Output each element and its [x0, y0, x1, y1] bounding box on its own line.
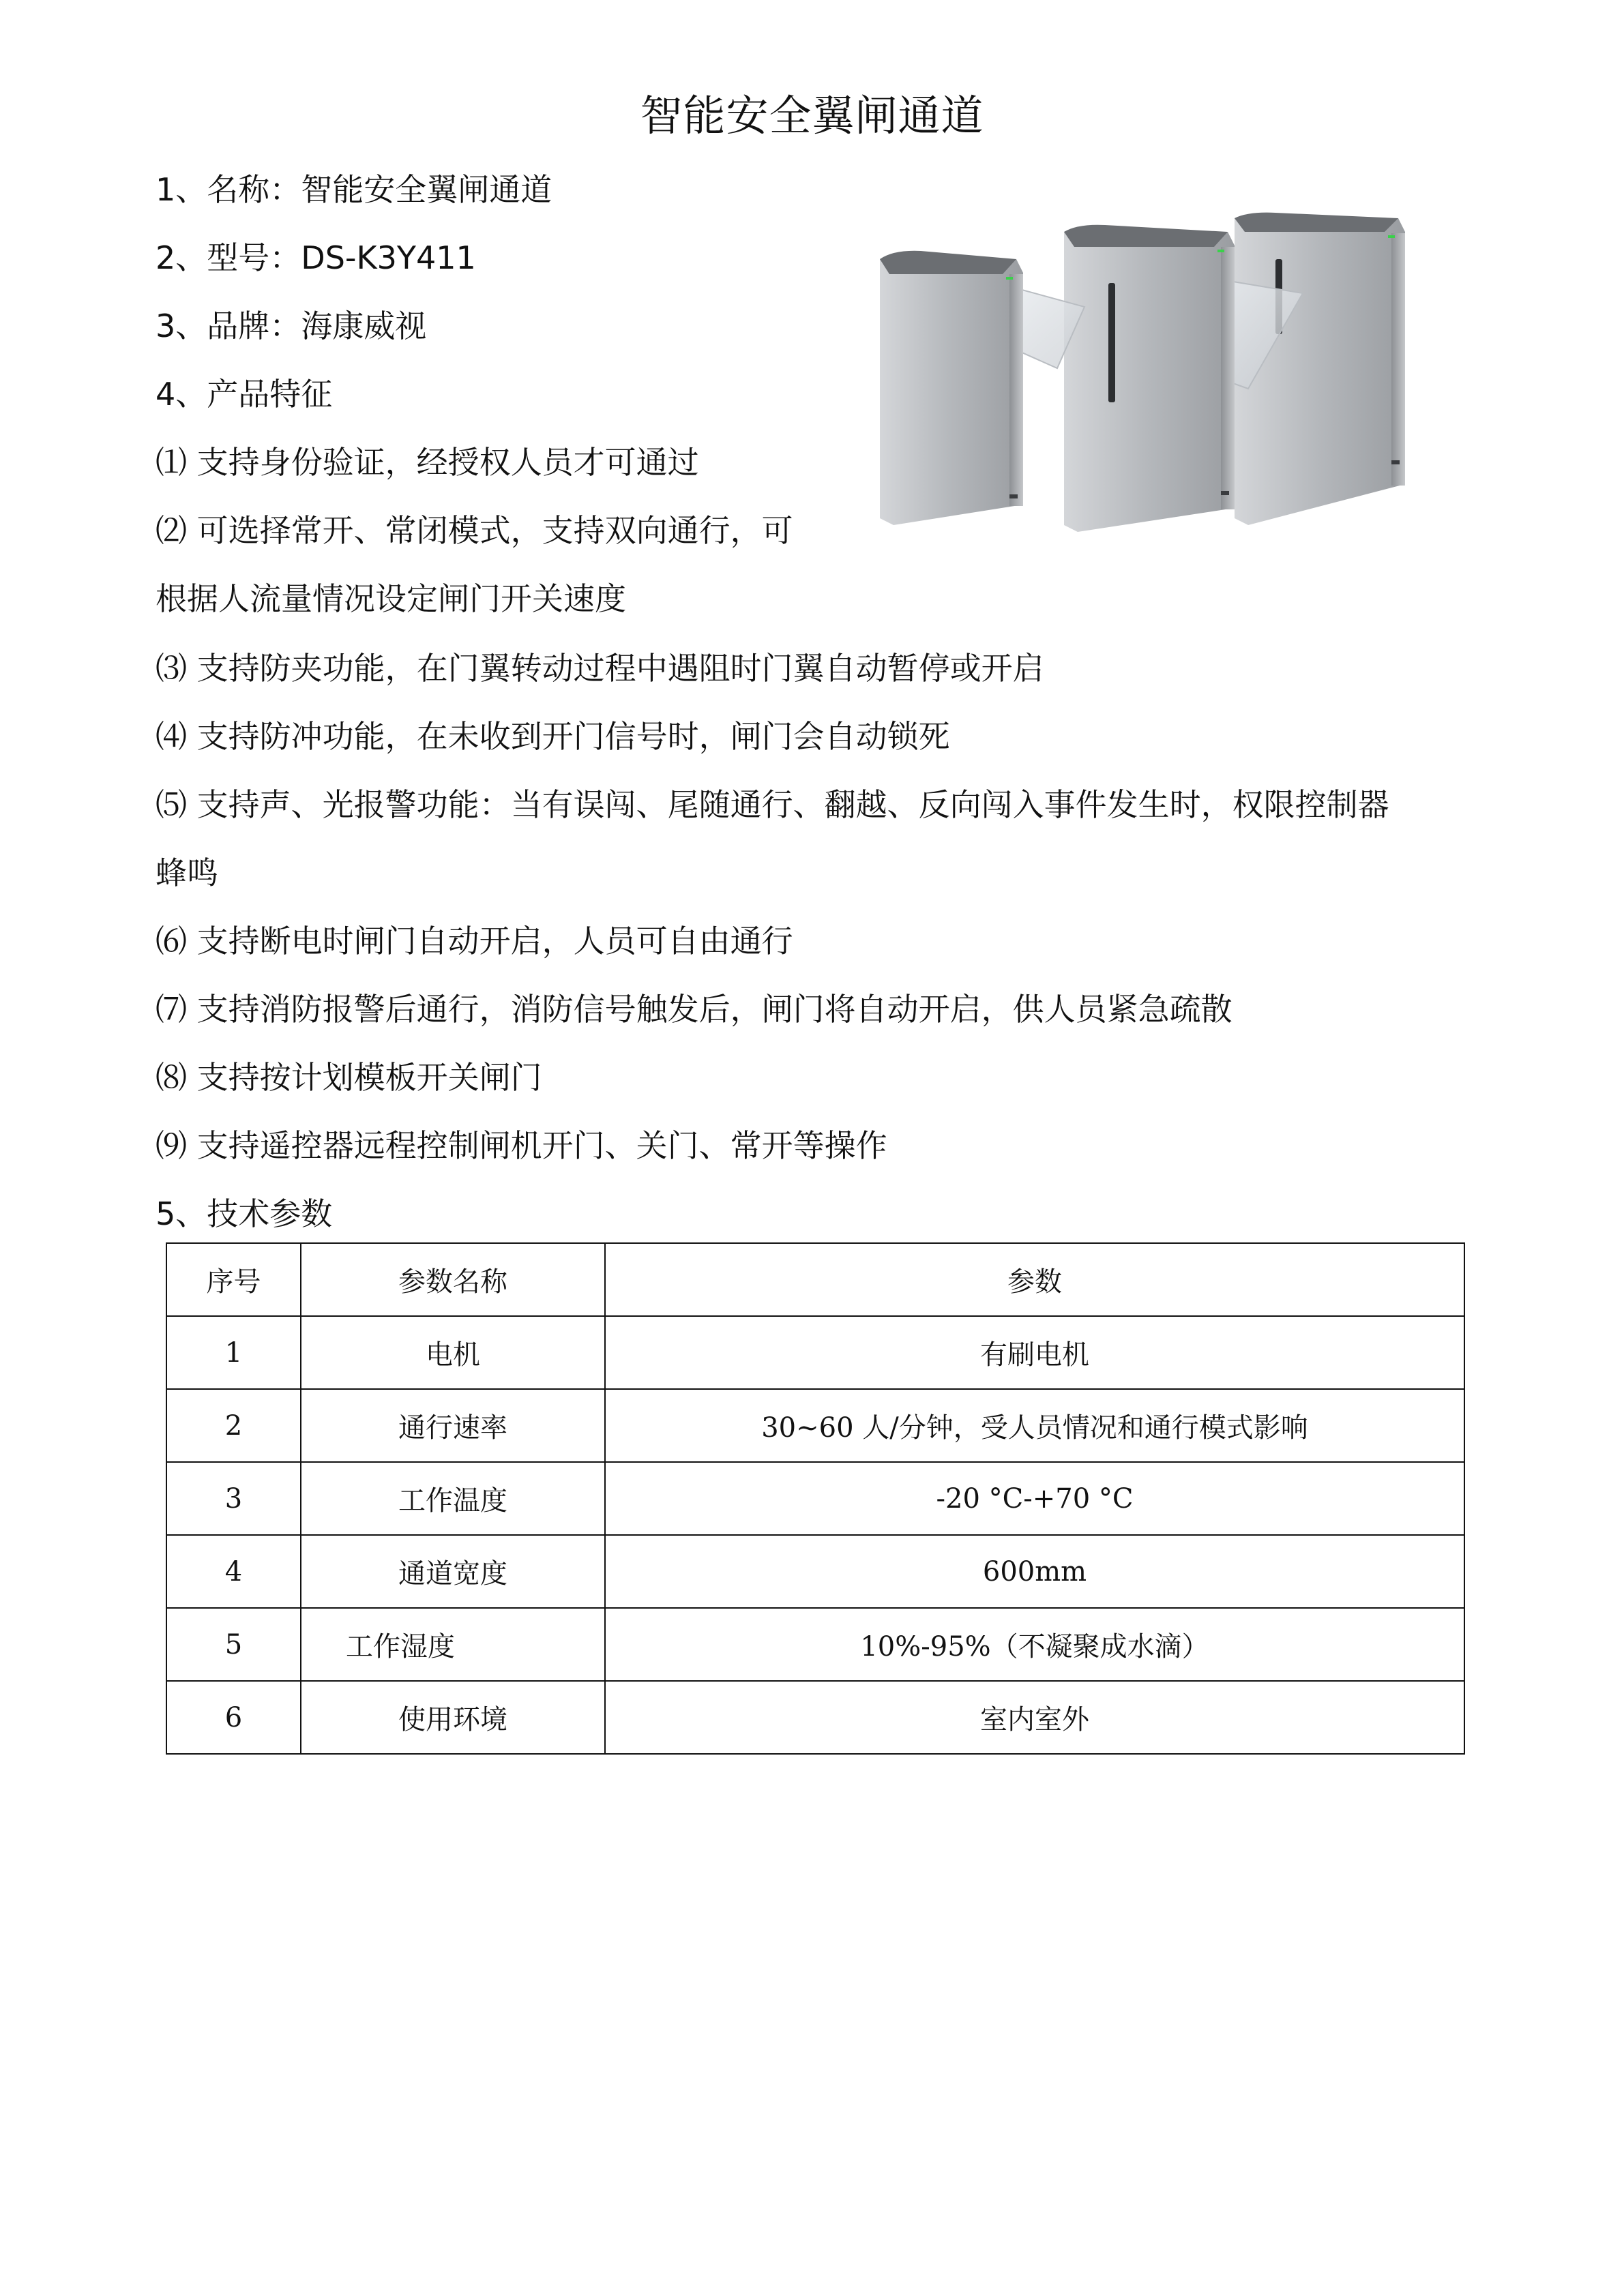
row-param-value: 600mm [605, 1535, 1464, 1608]
feature-8: ⑻ 支持按计划模板开关闸门 [156, 1059, 542, 1096]
feature-5: ⑸ 支持声、光报警功能：当有误闯、尾随通行、翻越、反向闯入事件发生时，权限控制器 [156, 786, 1389, 823]
feature-6: ⑹ 支持断电时闸门自动开启，人员可自由通行 [156, 923, 793, 959]
feature-2: ⑵ 可选择常开、常闭模式，支持双向通行，可 [156, 512, 793, 549]
spec-table [166, 1242, 1465, 1755]
feature-9: ⑼ 支持遥控器远程控制闸机开门、关门、常开等操作 [156, 1127, 887, 1164]
table-row [166, 1462, 1464, 1535]
table-header-row [166, 1243, 1464, 1316]
feature-1: ⑴ 支持身份验证，经授权人员才可通过 [156, 444, 699, 481]
item-model: 2、型号：DS-K3Y411 [156, 239, 476, 276]
row-param-name: 电机 [301, 1316, 605, 1389]
item-brand: 3、品牌：海康威视 [156, 308, 427, 344]
page-title: 智能安全翼闸通道 [640, 91, 984, 140]
feature-2-continued: 根据人流量情况设定闸门开关速度 [156, 580, 626, 617]
feature-5-continued: 蜂鸣 [156, 854, 218, 891]
table-row [166, 1316, 1464, 1389]
table-row [166, 1681, 1464, 1754]
row-param-value: -20 °C-+70 °C [605, 1462, 1464, 1535]
row-index: 4 [166, 1535, 301, 1608]
row-param-name: 工作温度 [301, 1462, 605, 1535]
feature-7: ⑺ 支持消防报警后通行，消防信号触发后，闸门将自动开启，供人员紧急疏散 [156, 991, 1232, 1028]
row-param-value: 10%-95%（不凝聚成水滴） [605, 1608, 1464, 1681]
row-param-value: 30~60 人/分钟，受人员情况和通行模式影响 [605, 1389, 1464, 1462]
row-index: 1 [166, 1316, 301, 1389]
item-specs-heading: 5、技术参数 [156, 1195, 333, 1232]
row-index: 5 [166, 1608, 301, 1681]
row-index: 3 [166, 1462, 301, 1535]
row-param-name: 通行速率 [301, 1389, 605, 1462]
turnstile-product-image [866, 205, 1453, 532]
header-param-value: 参数 [605, 1243, 1464, 1316]
front-cabinet [880, 251, 1084, 525]
row-index: 2 [166, 1389, 301, 1462]
row-param-name: 使用环境 [301, 1681, 605, 1754]
header-param-name: 参数名称 [301, 1243, 605, 1316]
row-param-value: 有刷电机 [605, 1316, 1464, 1389]
row-index: 6 [166, 1681, 301, 1754]
item-name: 1、名称：智能安全翼闸通道 [156, 171, 552, 208]
row-param-value: 室内室外 [605, 1681, 1464, 1754]
table-row [166, 1608, 1464, 1681]
table-row [166, 1389, 1464, 1462]
row-param-name: 工作湿度 [301, 1608, 605, 1681]
table-row [166, 1535, 1464, 1608]
item-features-heading: 4、产品特征 [156, 376, 333, 413]
feature-4: ⑷ 支持防冲功能，在未收到开门信号时，闸门会自动锁死 [156, 718, 950, 755]
header-index: 序号 [166, 1243, 301, 1316]
feature-3: ⑶ 支持防夹功能，在门翼转动过程中遇阻时门翼自动暂停或开启 [156, 650, 1044, 687]
row-param-name: 通道宽度 [301, 1535, 605, 1608]
